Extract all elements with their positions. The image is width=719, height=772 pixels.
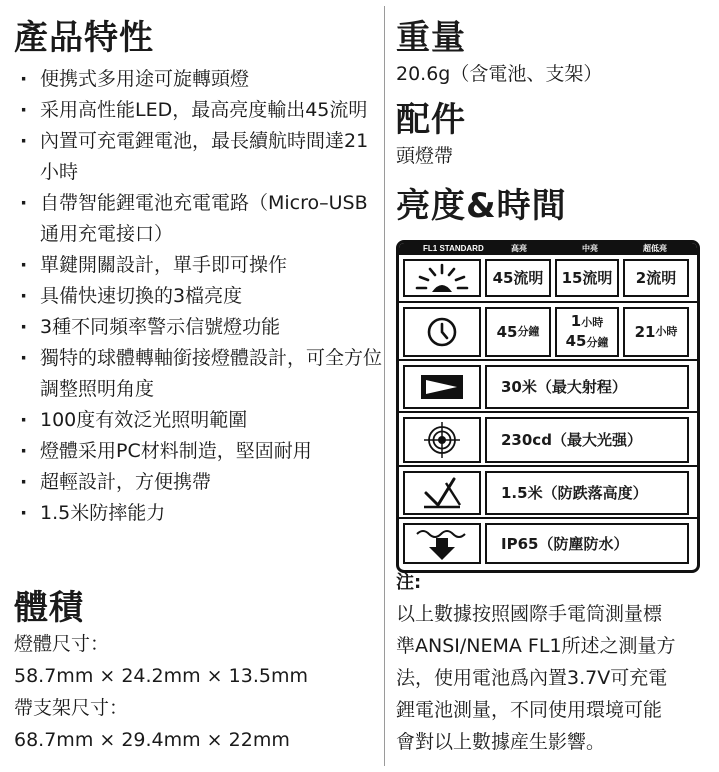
brightness-title: 亮度&時間 <box>396 186 567 226</box>
volume-section <box>14 588 374 756</box>
table-row <box>399 255 697 301</box>
list-item: · 燈體采用PC材料制造，堅固耐用 <box>14 436 384 467</box>
runtime-mid-hours-unit: 小時 <box>581 316 604 329</box>
list-item: · 1.5米防摔能力 <box>14 498 384 529</box>
list-item: · 便携式多用途可旋轉頭燈 <box>14 64 384 95</box>
features-title: 產品特性 <box>14 18 154 58</box>
runtime-mid <box>555 307 619 357</box>
list-item: · 3種不同頻率警示信號燈功能 <box>14 312 384 343</box>
header-high: 高亮 <box>511 244 527 253</box>
list-item: · 超輕設計，方便携帶 <box>14 467 384 498</box>
list-item: · 獨特的球體轉軸銜接燈體設計，可全方位調整照明角度 <box>14 343 384 405</box>
note-line: 準ANSI/NEMA FL1所述之測量方 <box>396 635 676 657</box>
column-divider <box>384 6 385 766</box>
runtime-low <box>623 307 689 357</box>
runtime-mid-minutes: 45 <box>565 332 587 350</box>
table-row <box>399 517 697 568</box>
list-item: · 自帶智能鋰電池充電電路（Micro–USB通用充電接口） <box>14 188 384 250</box>
accessories-title: 配件 <box>396 100 466 140</box>
list-item: · 具備快速切換的3檔亮度 <box>14 281 384 312</box>
header-mid: 中亮 <box>582 244 598 253</box>
target-icon <box>403 417 481 463</box>
lumens-mid: 15流明 <box>555 259 619 297</box>
table-row <box>399 359 697 413</box>
intensity-value: 230cd（最大光强） <box>485 417 689 463</box>
note-line: 鋰電池測量，不同使用環境可能 <box>396 699 663 721</box>
table-row <box>399 301 697 361</box>
list-item: · 采用高性能LED，最高亮度輸出45流明 <box>14 95 384 126</box>
volume-title: 體積 <box>14 588 84 628</box>
note-line: 以上數據按照國際手電筒測量標 <box>396 603 663 625</box>
runtime-high-unit: 分鐘 <box>517 325 540 338</box>
spec-table <box>396 240 700 573</box>
left-column <box>14 0 384 529</box>
runtime-mid-hours: 1 <box>570 312 582 330</box>
note-line: 法，使用電池爲內置3.7V可充電 <box>396 667 668 689</box>
accessories-value: 頭燈帶 <box>396 145 454 167</box>
body-size-label: 燈體尺寸： <box>14 633 110 655</box>
list-item: · 100度有效泛光照明範圍 <box>14 405 384 436</box>
bracket-size-value: 68.7mm × 29.4mm × 22mm <box>14 729 290 751</box>
note-section <box>396 568 706 758</box>
range-value: 30米（最大射程） <box>485 365 689 409</box>
list-item: · 內置可充電鋰電池，最長續航時間達21小時 <box>14 126 384 188</box>
clock-icon <box>403 307 481 357</box>
note-line: 會對以上數據産生影響。 <box>396 731 606 753</box>
sunburst-icon <box>403 259 481 297</box>
body-size-value: 58.7mm × 24.2mm × 13.5mm <box>14 665 308 687</box>
features-list <box>14 64 384 529</box>
right-column <box>396 0 708 226</box>
runtime-mid-minutes-unit: 分鐘 <box>586 336 609 349</box>
impact-icon <box>403 471 481 515</box>
lumens-low: 2流明 <box>623 259 689 297</box>
runtime-low-unit: 小時 <box>655 325 678 338</box>
header-low: 超低亮 <box>643 244 667 253</box>
list-item: · 單鍵開關設計，單手即可操作 <box>14 250 384 281</box>
water-drop-icon <box>403 523 481 564</box>
runtime-high <box>485 307 551 357</box>
spec-header <box>399 243 697 255</box>
water-value: IP65（防塵防水） <box>485 523 689 564</box>
table-row <box>399 465 697 519</box>
impact-value: 1.5米（防跌落高度） <box>485 471 689 515</box>
bracket-size-label: 帶支架尺寸： <box>14 697 129 719</box>
table-row <box>399 411 697 467</box>
weight-value: 20.6g（含電池、支架） <box>396 63 603 85</box>
note-title: 注: <box>396 572 422 593</box>
weight-title: 重量 <box>396 18 466 58</box>
lumens-high: 45流明 <box>485 259 551 297</box>
beam-icon <box>403 365 481 409</box>
runtime-high-number: 45 <box>496 323 518 341</box>
header-standard: FL1 STANDARD <box>423 244 484 253</box>
runtime-low-number: 21 <box>634 323 656 341</box>
